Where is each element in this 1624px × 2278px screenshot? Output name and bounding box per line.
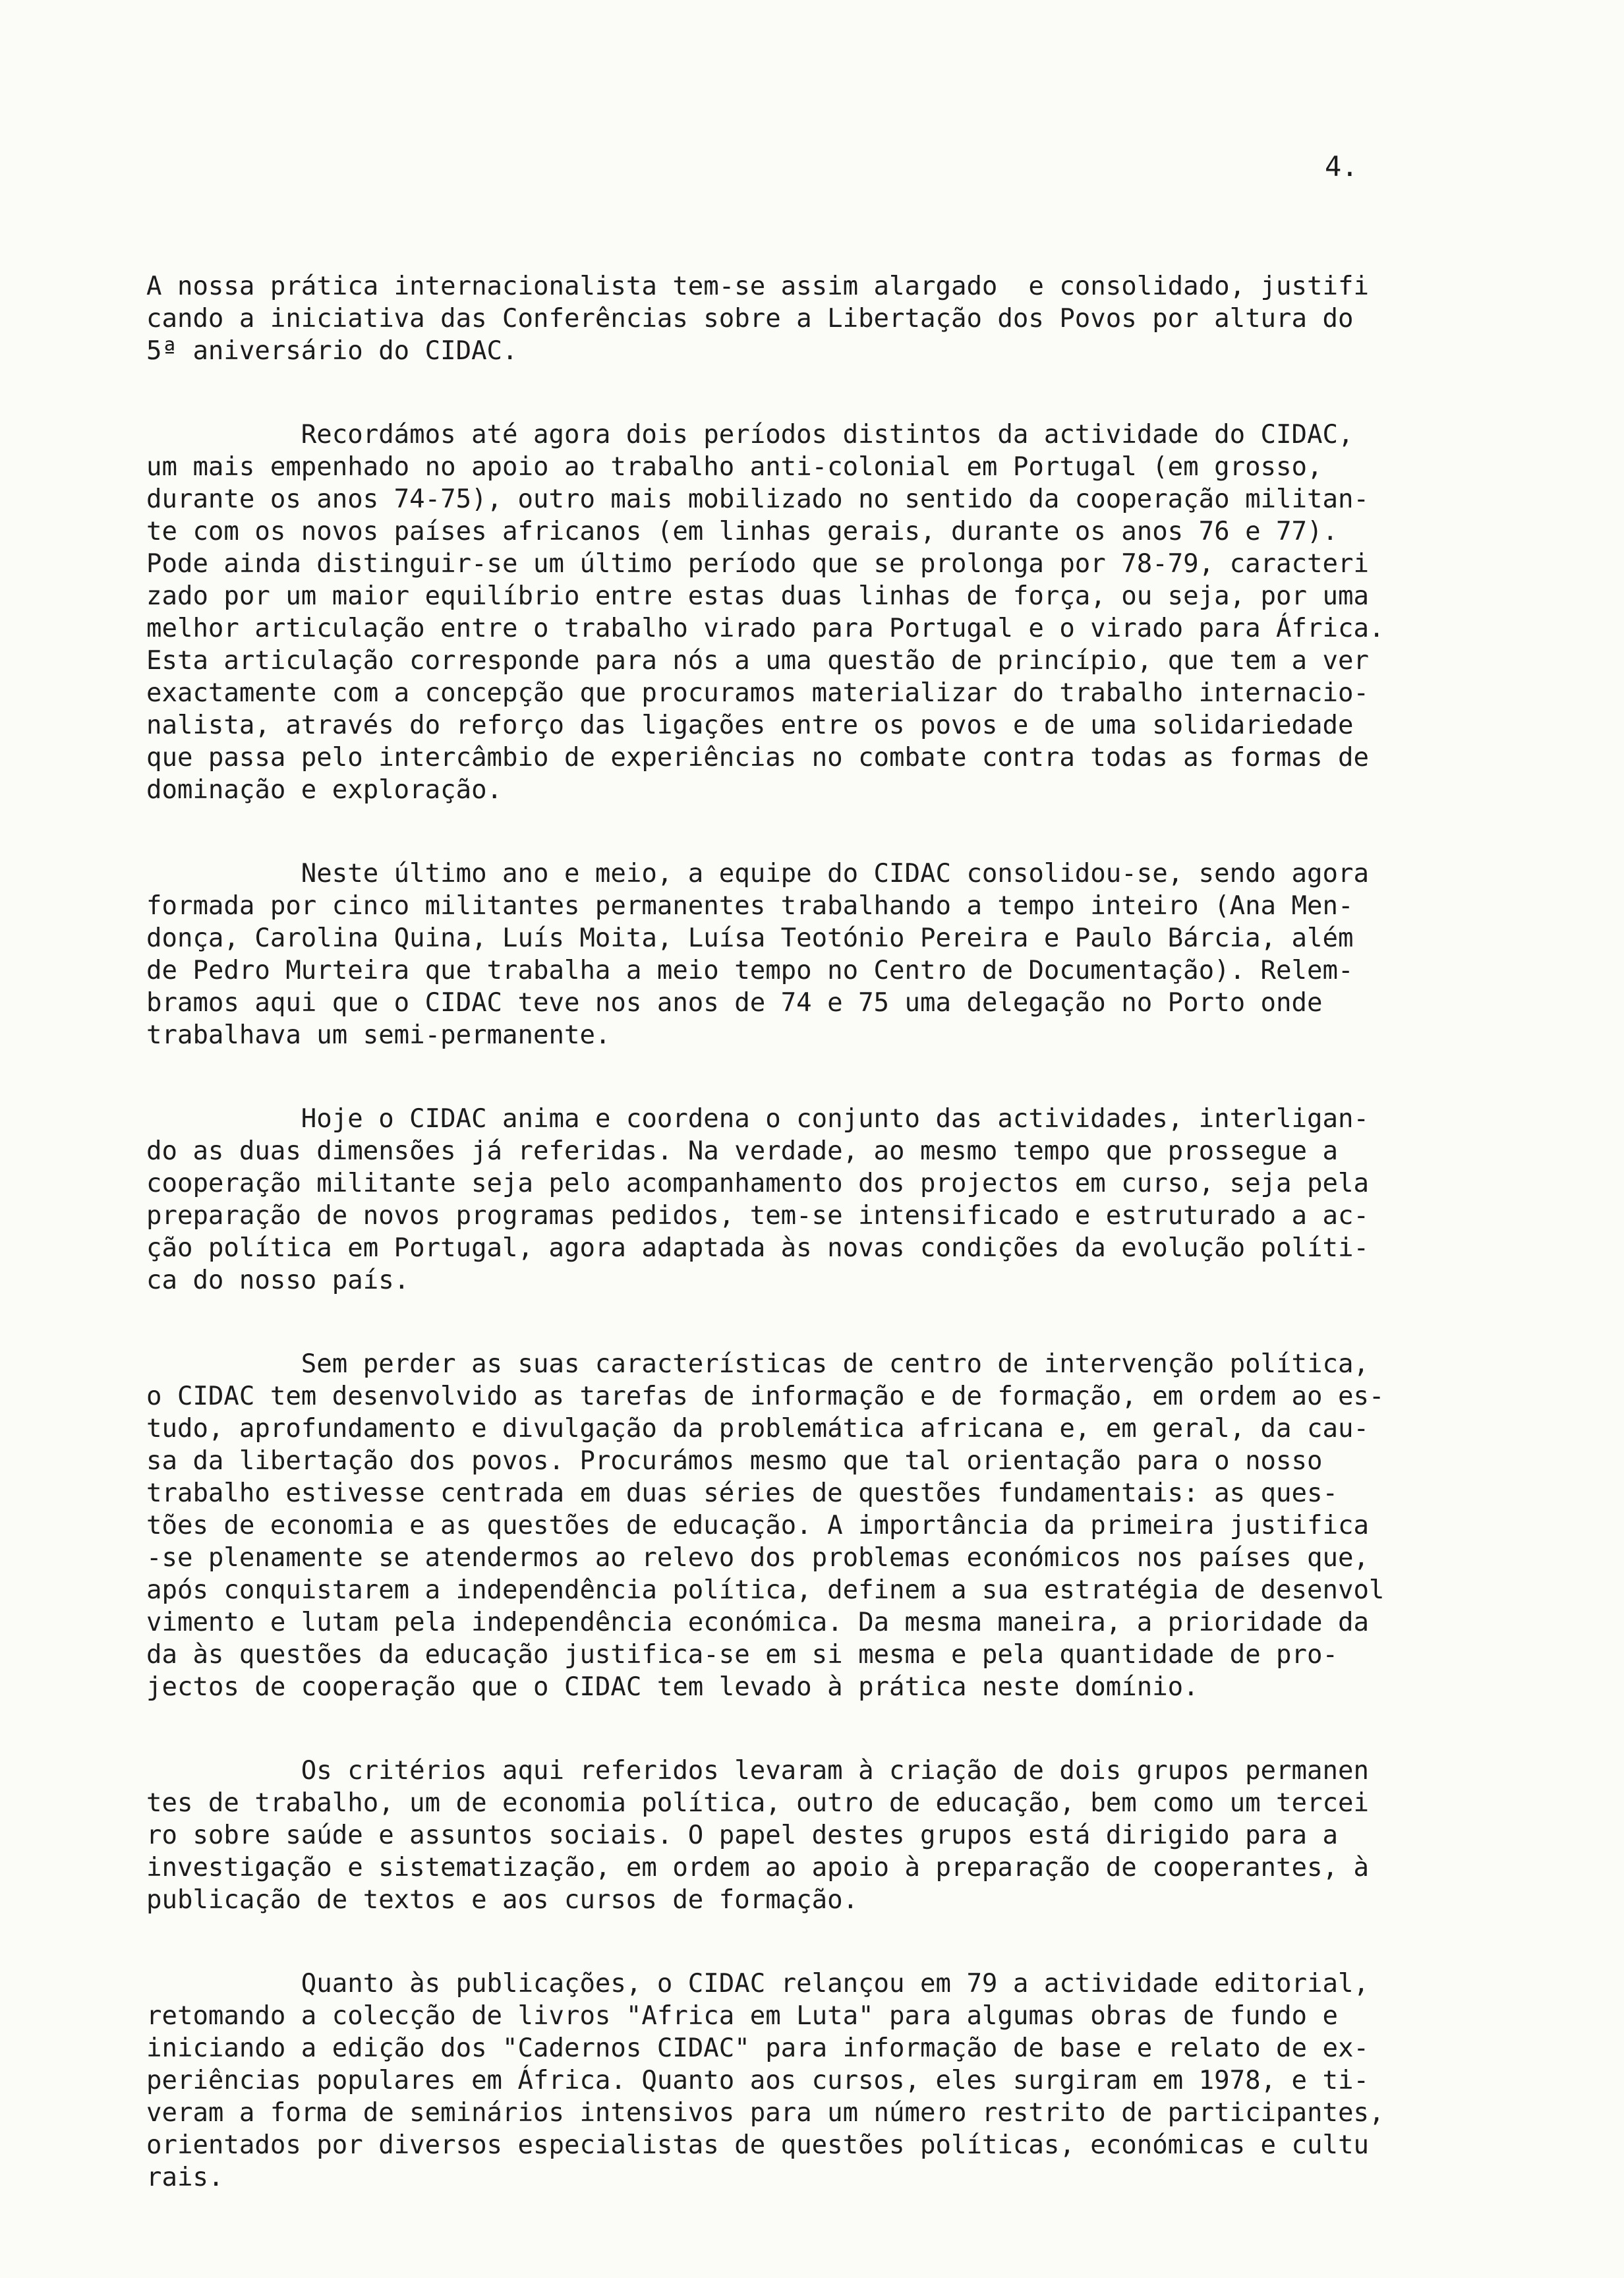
text-line: Recordámos até agora dois períodos distintos da actividade do CIDAC, [146,420,1354,450]
text-line: Pode ainda distinguir-se um último período que se prolonga por 78-79, caracteri [146,549,1369,579]
text-line: A nossa prática internacionalista tem-se assim alargado e consolidado, justifi [146,272,1369,301]
text-line: sa da libertação dos povos. Procurámos mesmo que tal orientação para o nosso [146,1446,1323,1476]
text-line: -se plenamente se atendermos ao relevo dos problemas económicos nos países que, [146,1543,1369,1573]
text-line: periências populares em África. Quanto aos cursos, eles surgiram em 1978, e ti- [146,2066,1369,2095]
text-line: ro sobre saúde e assuntos sociais. O papel destes grupos está dirigido para a [146,1821,1338,1850]
page-number: 4. [1325,150,1358,183]
paragraph [146,270,1478,367]
text-line: cooperação militante seja pelo acompanhamento dos projectos em curso, seja pela [146,1169,1369,1198]
text-line: donça, Carolina Quina, Luís Moita, Luísa Teotónio Pereira e Paulo Bárcia, além [146,923,1354,953]
text-line: de Pedro Murteira que trabalha a meio tempo no Centro de Documentação). Relem- [146,956,1354,985]
paragraph [146,1103,1478,1297]
text-line: publicação de textos e aos cursos de formação. [146,1885,859,1915]
text-line: investigação e sistematização, em ordem ao apoio à preparação de cooperantes, à [146,1853,1369,1883]
text-line: ção política em Portugal, agora adaptada às novas condições da evolução políti- [146,1233,1369,1263]
paragraph [146,1348,1478,1703]
text-line: tudo, aprofundamento e divulgação da problemática africana e, em geral, da cau- [146,1414,1369,1444]
text-line: iniciando a edição dos "Cadernos CIDAC" para informação de base e relato de ex- [146,2033,1369,2063]
text-line: veram a forma de seminários intensivos para um número restrito de participantes, [146,2098,1385,2128]
text-line: formada por cinco militantes permanentes trabalhando a tempo inteiro (Ana Men- [146,891,1354,921]
document-body [146,270,1478,2245]
text-line: o CIDAC tem desenvolvido as tarefas de informação e de formação, em ordem ao es- [146,1382,1385,1411]
text-line: vimento e lutam pela independência económica. Da mesma maneira, a prioridade da [146,1608,1369,1637]
text-line: te com os novos países africanos (em linhas gerais, durante os anos 76 e 77). [146,517,1338,546]
text-line: nalista, através do reforço das ligações entre os povos e de uma solidariedade [146,711,1354,740]
paragraph [146,858,1478,1051]
text-line: bramos aqui que o CIDAC teve nos anos de 74 e 75 uma delegação no Porto onde [146,988,1323,1018]
text-line: Sem perder as suas características de centro de intervenção política, [146,1349,1369,1379]
text-line: durante os anos 74-75), outro mais mobilizado no sentido da cooperação militan- [146,484,1369,514]
text-line: exactamente com a concepção que procuramos materializar do trabalho internacio- [146,678,1369,708]
text-line: Quanto às publicações, o CIDAC relançou em 79 a actividade editorial, [146,1969,1369,1999]
text-line: rais. [146,2163,224,2192]
text-line: melhor articulação entre o trabalho virado para Portugal e o virado para África. [146,614,1385,643]
text-line: Esta articulação corresponde para nós a uma questão de princípio, que tem a ver [146,646,1369,676]
text-line: 5ª aniversário do CIDAC. [146,336,518,366]
text-line: que passa pelo intercâmbio de experiências no combate contra todas as formas de [146,743,1369,773]
paragraph [146,1755,1478,1916]
text-line: zado por um maior equilíbrio entre estas duas linhas de força, ou seja, por uma [146,581,1369,611]
text-line: preparação de novos programas pedidos, tem-se intensificado e estruturado a ac- [146,1201,1369,1231]
text-line: um mais empenhado no apoio ao trabalho anti-colonial em Portugal (em grosso, [146,452,1323,482]
text-line: orientados por diversos especialistas de questões políticas, económicas e cultu [146,2130,1369,2160]
text-line: da às questões da educação justifica-se em si mesma e pela quantidade de pro- [146,1640,1338,1670]
text-line: dominação e exploração. [146,775,503,805]
text-line: Neste último ano e meio, a equipe do CIDAC consolidou-se, sendo agora [146,859,1369,889]
paragraph [146,419,1478,806]
text-line: Os critérios aqui referidos levaram à criação de dois grupos permanen [146,1756,1369,1786]
text-line: jectos de cooperação que o CIDAC tem levado à prática neste domínio. [146,1672,1199,1702]
text-line: tes de trabalho, um de economia política, outro de educação, bem como um tercei [146,1788,1369,1818]
paragraph [146,1968,1478,2194]
text-line: retomando a colecção de livros "Africa em Luta" para algumas obras de fundo e [146,2001,1338,2031]
text-line: ca do nosso país. [146,1266,410,1295]
text-line: tões de economia e as questões de educação. A importância da primeira justifica [146,1511,1369,1540]
text-line: após conquistarem a independência política, definem a sua estratégia de desenvol [146,1575,1385,1605]
text-line: trabalhava um semi-permanente. [146,1020,611,1050]
text-line: Hoje o CIDAC anima e coordena o conjunto das actividades, interligan- [146,1104,1369,1134]
text-line: trabalho estivesse centrada em duas séries de questões fundamentais: as ques- [146,1478,1338,1508]
text-line: cando a iniciativa das Conferências sobre a Libertação dos Povos por altura do [146,304,1354,334]
text-line: do as duas dimensões já referidas. Na verdade, ao mesmo tempo que prossegue a [146,1136,1338,1166]
